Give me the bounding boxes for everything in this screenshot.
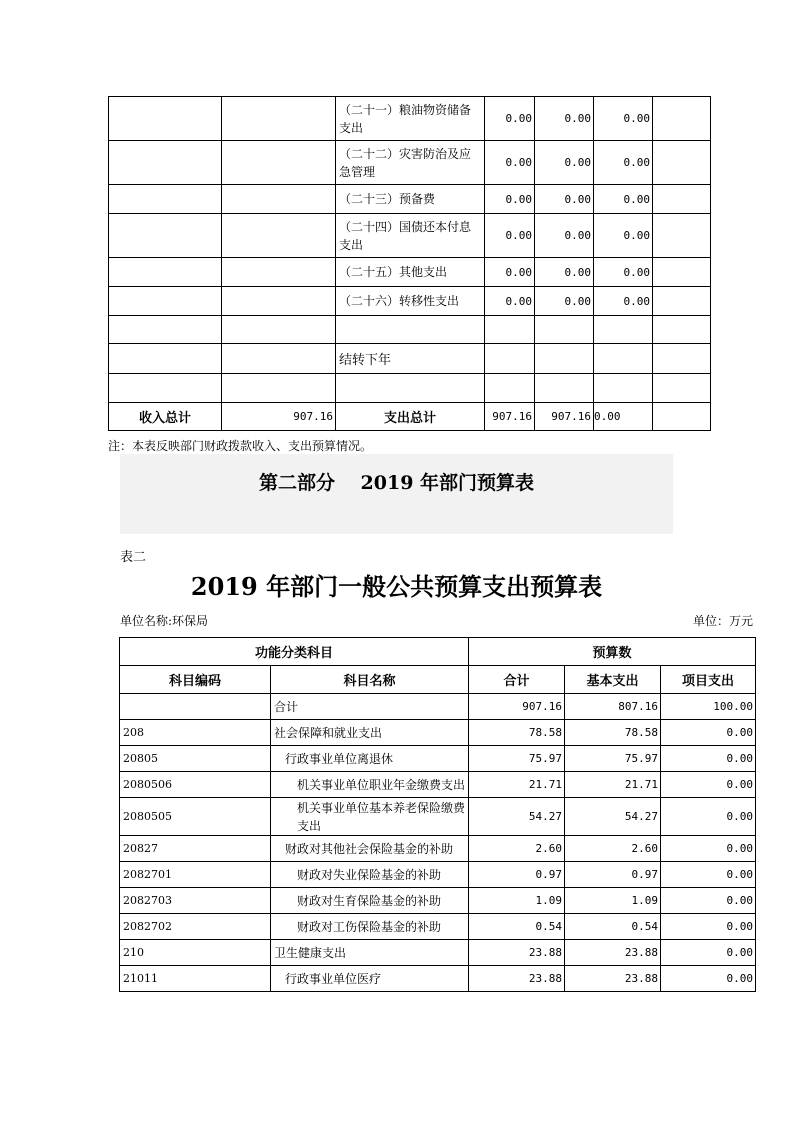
amount-total: 23.88	[469, 940, 565, 966]
empty-cell	[336, 374, 485, 403]
table-number: 表二	[120, 550, 147, 565]
amount-project: 0.00	[661, 888, 756, 914]
amount-total: 0.97	[469, 862, 565, 888]
subject-code: 2080506	[120, 772, 271, 798]
empty-cell	[594, 316, 653, 344]
table-row	[120, 914, 756, 940]
table-row	[120, 862, 756, 888]
expense-item-name: （二十一）粮油物资储备支出	[336, 97, 485, 141]
table-row	[120, 888, 756, 914]
table-row	[109, 258, 711, 287]
expense-general-budget: 0.00	[535, 97, 594, 141]
amount-project: 0.00	[661, 772, 756, 798]
amount-basic: 23.88	[565, 940, 661, 966]
empty-cell	[109, 374, 222, 403]
subject-name: 财政对生育保险基金的补助	[271, 888, 469, 914]
amount-total: 78.58	[469, 720, 565, 746]
expense-total-v2: 907.16	[535, 403, 594, 431]
empty-cell	[222, 316, 336, 344]
amount-total: 54.27	[469, 798, 565, 836]
income-item-cell	[109, 141, 222, 185]
subject-code: 2080505	[120, 798, 271, 836]
income-amount-cell	[222, 287, 336, 316]
subject-name: 社会保障和就业支出	[271, 720, 469, 746]
unit-name: 单位名称:环保局	[120, 614, 209, 628]
expense-other-cell	[653, 185, 711, 214]
expense-total: 0.00	[485, 287, 535, 316]
col-header-total: 合计	[469, 666, 565, 694]
expense-item-name: （二十六）转移性支出	[336, 287, 485, 316]
expense-other-cell	[653, 141, 711, 185]
table-row	[109, 287, 711, 316]
amount-project: 0.00	[661, 966, 756, 992]
table-group-header	[120, 638, 756, 666]
income-total-value: 907.16	[222, 403, 336, 431]
expense-fund-budget: 0.00	[594, 287, 653, 316]
amount-project: 0.00	[661, 746, 756, 772]
subject-code: 210	[120, 940, 271, 966]
table-row	[109, 214, 711, 258]
blank-row	[109, 316, 711, 344]
group-header-budget: 预算数	[469, 638, 756, 666]
total-row	[109, 403, 711, 431]
expense-general-budget: 0.00	[535, 141, 594, 185]
empty-cell	[535, 316, 594, 344]
subject-name: 机关事业单位职业年金缴费支出	[271, 772, 469, 798]
empty-cell	[653, 316, 711, 344]
income-item-cell	[109, 185, 222, 214]
carry-forward-label: 结转下年	[336, 344, 485, 374]
amount-total: 75.97	[469, 746, 565, 772]
subject-code: 2082702	[120, 914, 271, 940]
table-row	[120, 798, 756, 836]
expense-item-name: （二十二）灾害防治及应急管理	[336, 141, 485, 185]
income-amount-cell	[222, 141, 336, 185]
main-title: 2019 年部门一般公共预算支出预算表	[190, 572, 603, 601]
table-row	[109, 97, 711, 141]
amount-project: 0.00	[661, 914, 756, 940]
amount-basic: 1.09	[565, 888, 661, 914]
expense-fund-budget: 0.00	[594, 214, 653, 258]
amount-basic: 807.16	[565, 694, 661, 720]
amount-total: 907.16	[469, 694, 565, 720]
subject-code: 2082701	[120, 862, 271, 888]
amount-basic: 78.58	[565, 720, 661, 746]
empty-cell	[535, 344, 594, 374]
amount-project: 0.00	[661, 940, 756, 966]
expense-other-cell	[653, 287, 711, 316]
table-note: 注：本表反映部门财政拨款收入、支出预算情况。	[108, 439, 373, 453]
empty-cell	[485, 374, 535, 403]
subject-name: 机关事业单位基本养老保险缴费支出	[271, 798, 469, 836]
income-expense-table	[108, 96, 711, 431]
expense-general-budget: 0.00	[535, 185, 594, 214]
subject-name: 合计	[271, 694, 469, 720]
amount-project: 0.00	[661, 798, 756, 836]
expense-other-cell	[653, 97, 711, 141]
amount-project: 100.00	[661, 694, 756, 720]
amount-basic: 21.71	[565, 772, 661, 798]
income-amount-cell	[222, 258, 336, 287]
amount-project: 0.00	[661, 862, 756, 888]
group-header-function: 功能分类科目	[120, 638, 469, 666]
amount-project: 0.00	[661, 720, 756, 746]
income-amount-cell	[222, 97, 336, 141]
empty-cell	[535, 374, 594, 403]
subject-name: 卫生健康支出	[271, 940, 469, 966]
expense-general-budget: 0.00	[535, 258, 594, 287]
subject-code: 208	[120, 720, 271, 746]
expense-fund-budget: 0.00	[594, 141, 653, 185]
empty-cell	[653, 374, 711, 403]
amount-total: 21.71	[469, 772, 565, 798]
subject-name: 行政事业单位医疗	[271, 966, 469, 992]
expense-fund-budget: 0.00	[594, 185, 653, 214]
empty-cell	[109, 316, 222, 344]
expense-total: 0.00	[485, 214, 535, 258]
expense-total: 0.00	[485, 97, 535, 141]
income-amount-cell	[222, 214, 336, 258]
table-row	[120, 694, 756, 720]
amount-basic: 0.54	[565, 914, 661, 940]
subject-name: 财政对其他社会保险基金的补助	[271, 836, 469, 862]
amount-basic: 75.97	[565, 746, 661, 772]
income-total-label: 收入总计	[109, 403, 222, 431]
col-header-code: 科目编码	[120, 666, 271, 694]
expense-total-label: 支出总计	[336, 403, 485, 431]
table-row	[120, 772, 756, 798]
budget-expense-table-body	[120, 694, 756, 992]
expense-total-v3: 0.00	[594, 403, 653, 431]
expense-total: 0.00	[485, 185, 535, 214]
expense-total: 0.00	[485, 141, 535, 185]
empty-cell	[653, 344, 711, 374]
table-row	[120, 940, 756, 966]
part-title: 第二部分 2019 年部门预算表	[258, 472, 535, 494]
table-row	[120, 836, 756, 862]
expense-general-budget: 0.00	[535, 287, 594, 316]
income-item-cell	[109, 258, 222, 287]
income-item-cell	[109, 287, 222, 316]
col-header-project: 项目支出	[661, 666, 756, 694]
amount-basic: 54.27	[565, 798, 661, 836]
subject-name: 财政对工伤保险基金的补助	[271, 914, 469, 940]
amount-total: 1.09	[469, 888, 565, 914]
empty-cell	[222, 344, 336, 374]
expense-other-cell	[653, 214, 711, 258]
empty-cell	[485, 316, 535, 344]
expense-fund-budget: 0.00	[594, 97, 653, 141]
expense-item-name: （二十三）预备费	[336, 185, 485, 214]
table-row	[120, 966, 756, 992]
amount-total: 0.54	[469, 914, 565, 940]
expense-general-budget: 0.00	[535, 214, 594, 258]
income-item-cell	[109, 214, 222, 258]
subject-code	[120, 694, 271, 720]
amount-total: 2.60	[469, 836, 565, 862]
unit-label: 单位：万元	[692, 614, 753, 628]
table-row	[120, 746, 756, 772]
expense-item-name: （二十四）国债还本付息支出	[336, 214, 485, 258]
expense-total: 0.00	[485, 258, 535, 287]
subject-code: 20805	[120, 746, 271, 772]
subject-code: 2082703	[120, 888, 271, 914]
subject-name: 行政事业单位离退休	[271, 746, 469, 772]
amount-basic: 23.88	[565, 966, 661, 992]
table-row	[109, 141, 711, 185]
empty-cell	[485, 344, 535, 374]
income-expense-table-body	[109, 97, 711, 431]
budget-expense-table	[119, 637, 756, 992]
amount-project: 0.00	[661, 836, 756, 862]
income-amount-cell	[222, 185, 336, 214]
carry-forward-row	[109, 344, 711, 374]
blank-row	[109, 374, 711, 403]
empty-cell	[109, 344, 222, 374]
col-header-name: 科目名称	[271, 666, 469, 694]
expense-item-name: （二十五）其他支出	[336, 258, 485, 287]
subject-name: 财政对失业保险基金的补助	[271, 862, 469, 888]
empty-cell	[336, 316, 485, 344]
expense-total-v1: 907.16	[485, 403, 535, 431]
subject-code: 21011	[120, 966, 271, 992]
amount-total: 23.88	[469, 966, 565, 992]
subject-code: 20827	[120, 836, 271, 862]
empty-cell	[222, 374, 336, 403]
empty-cell	[594, 344, 653, 374]
expense-other-cell	[653, 258, 711, 287]
expense-fund-budget: 0.00	[594, 258, 653, 287]
income-item-cell	[109, 97, 222, 141]
table-row	[120, 720, 756, 746]
amount-basic: 2.60	[565, 836, 661, 862]
empty-cell	[594, 374, 653, 403]
col-header-basic: 基本支出	[565, 666, 661, 694]
table-column-header	[120, 666, 756, 694]
table-row	[109, 185, 711, 214]
empty-cell	[653, 403, 711, 431]
amount-basic: 0.97	[565, 862, 661, 888]
